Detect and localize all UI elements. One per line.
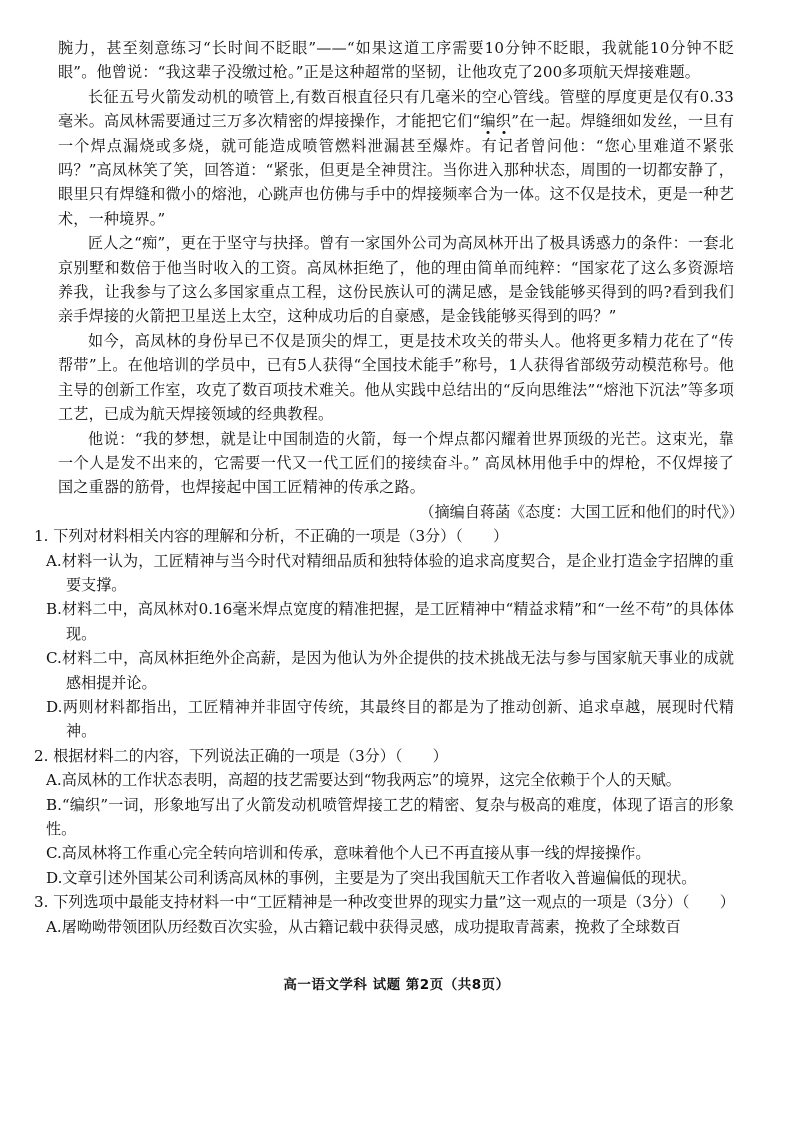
question-2-option-c: C.高凤林将工作重心完全转向培训和传承，意味着他个人已不再直接从事一线的焊接操作。 [46, 844, 651, 863]
passage-paragraph-5: 他说：“我的梦想，就是让中国制造的火箭，每一个焊点都闪耀着世界顶级的光芒。这束光，靠一个人是发不出来的，它需要一代又一代工匠们的接续奋斗。” 高凤林用他手中的焊枪，不仅焊接了国之重器的筋骨，也焊接起中国工匠精神的传承之路。 [58, 429, 734, 497]
emphasis-dot-char-2: 织 [495, 112, 512, 131]
question-1-option-a: A.材料一认为，工匠精神与当今时代对精细品质和独特体验的追求高度契合，是企业打造金字招牌的重要支撑。 [46, 551, 734, 594]
question-3-option-a: A.屠呦呦带领团队历经数百次实验，从古籍记载中获得灵感，成功提取青蒿素，挽救了全球数百 [46, 917, 681, 936]
question-2-option-b: B.“编织”一词，形象地写出了火箭发动机喷管焊接工艺的精密、复杂与极高的难度，体现了语言的形象性。 [46, 795, 734, 838]
question-3 [34, 890, 735, 939]
question-2 [34, 744, 734, 890]
passage-paragraph-4: 如今，高凤林的身份早已不仅是顶尖的焊工，更是技术攻关的带头人。他将更多精力花在了“传帮带”上。在他培训的学员中，已有5人获得“全国技术能手”称号，1人获得省部级劳动模范称号。他主导的创新工作室，攻克了数百项技术难关。他从实践中总结出的“反向思维法”“熔池下沉法”等多项工艺，已成为航天焊接领域的经典教程。 [58, 331, 734, 424]
page-footer: 高一语文学科 试题 第2页（共8页） [283, 977, 510, 993]
question-2-stem: 2. 根据材料二的内容，下列说法正确的一项是（3分）（ ） [34, 746, 448, 765]
passage-paragraph-2-part-b: ”在一起。焊缝细如发丝，一旦有一个焊点漏烧或多烧，就可能造成喷管燃料泄漏甚至爆炸。有记者曾问他：“您心里难道不紧张吗？”高凤林笑了笑，回答道：“紧张，但更是全神贯注。当你进入那种状态，周围的一切都安静了，眼里只有焊缝和微小的熔池，心跳声也仿佛与手中的焊接频率合为一体。这不仅是技术，更是一种艺术，一种境界。” [58, 112, 735, 228]
question-1-option-d: D.两则材料都指出，工匠精神并非固守传统，其最终目的都是为了推动创新、追求卓越，展现时代精神。 [46, 697, 734, 741]
passage-paragraph-1: 腕力，甚至刻意练习“长时间不眨眼”——“如果这道工序需要10分钟不眨眼，我就能10分钟不眨眼”。他曾说：“我这辈子没缴过枪。”正是这种超常的坚韧，让他攻克了200多项航天焊接难题。 [58, 39, 734, 82]
question-1-option-c: C.材料二中，高凤林拒绝外企高薪，是因为他认为外企提供的技术挑战无法与参与国家航天事业的成就感相提并论。 [46, 649, 734, 692]
passage-source: （摘编自蒋菡《态度：大国工匠和他们的时代》） [419, 502, 744, 521]
passage-paragraph-2 [58, 85, 734, 231]
question-1-option-b: B.材料二中，高凤林对0.16毫米焊点宽度的精准把握，是工匠精神中“精益求精”和“一丝不苟”的具体体现。 [46, 600, 734, 643]
exam-page [34, 36, 744, 939]
question-2-option-a: A.高凤林的工作状态表明，高超的技艺需要达到“物我两忘”的境界，这完全依赖于个人的天赋。 [46, 771, 681, 790]
question-1 [34, 524, 734, 744]
question-2-option-d: D.文章引述外国某公司利诱高凤林的事例，主要是为了突出我国航天工作者收入普遍偏低的现状。 [46, 868, 697, 887]
question-1-stem: 1. 下列对材料相关内容的理解和分析，不正确的一项是（3分）（ ） [34, 527, 509, 546]
emphasis-dot-char-1: 编 [480, 112, 496, 131]
passage-paragraph-2-part-a: 长征五号火箭发动机的喷管上,有数百根直径只有几毫米的空心管线。管壁的厚度更是仅有0.33毫米。高凤林需要通过三万多次精密的焊接操作，才能把它们“ [58, 87, 734, 131]
passage-paragraph-3: 匠人之“痴”，更在于坚守与抉择。曾有一家国外公司为高凤林开出了极具诱惑力的条件：一套北京别墅和数倍于他当时收入的工资。高凤林拒绝了，他的理由简单而纯粹：“国家花了这么多资源培养我，让我参与了这么多国家重点工程，这份民族认可的满足感，是金钱能够买得到的吗?看到我们亲手焊接的火箭把卫星送上太空，这种成功后的自豪感，是金钱能够买得到的吗？” [58, 234, 734, 326]
question-3-stem: 3. 下列选项中最能支持材料一中“工匠精神是一种改变世界的现实力量”这一观点的一项是（3分）（ ） [34, 893, 735, 912]
